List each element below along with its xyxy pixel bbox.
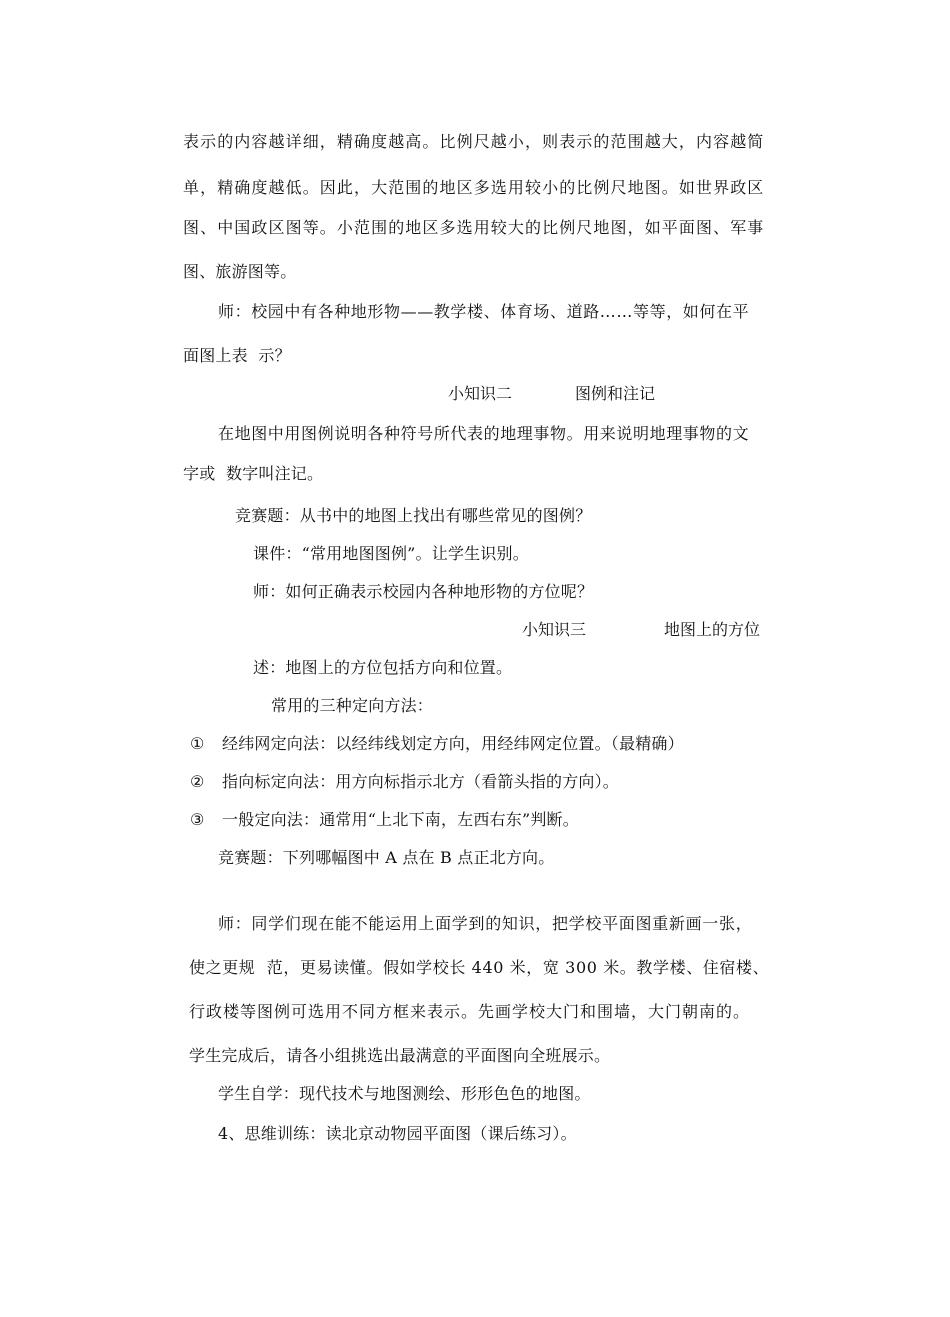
knowledge-3-label: 小知识三 <box>522 620 587 639</box>
thinking-exercise-line: 4、思维训练：读北京动物园平面图（课后练习）。 <box>218 1124 577 1143</box>
knowledge-3-title: 地图上的方位 <box>664 620 761 639</box>
paragraph-scale-line-3: 图、中国政区图等。小范围的地区多选用较大的比例尺地图，如平面图、军事 <box>183 218 765 237</box>
method-item-1 <box>190 734 684 754</box>
method-number: ② <box>190 772 205 791</box>
legend-paragraph-line-1: 在地图中用图例说明各种符号所代表的地理事物。用来说明地理事物的文 <box>218 424 750 443</box>
school-map-paragraph-line-2: 使之更规 范，更易读懂。假如学校长 440 米，宽 300 米。教学楼、住宿楼、 <box>189 958 770 977</box>
method-item-2 <box>190 772 619 792</box>
method-text: 一般定向法：通常用“上北下南，左西右东”判断。 <box>222 810 579 829</box>
school-map-paragraph-line-3: 行政楼等图例可选用不同方框来表示。先画学校大门和围墙，大门朝南的。 <box>189 1002 751 1021</box>
method-text: 经纬网定向法：以经纬线划定方向，用经纬网定位置。（最精确） <box>222 734 684 753</box>
knowledge-2-title: 图例和注记 <box>575 384 656 403</box>
paragraph-scale-line-4: 图、旅游图等。 <box>183 262 297 281</box>
teacher-question-line-1: 师：校园中有各种地形物——教学楼、体育场、道路……等等，如何在平 <box>218 302 750 321</box>
school-map-paragraph-line-4: 学生完成后，请各小组挑选出最满意的平面图向全班展示。 <box>189 1046 611 1065</box>
paragraph-scale-line-1: 表示的内容越详细，精确度越高。比例尺越小，则表示的范围越大，内容越简 <box>183 132 765 151</box>
legend-paragraph-line-2: 字或 数字叫注记。 <box>183 464 324 483</box>
teacher-question-line-2: 面图上表 示？ <box>183 346 291 365</box>
method-text: 指向标定向法：用方向标指示北方（看箭头指的方向）。 <box>222 772 620 791</box>
teacher-direction-question: 师：如何正确表示校园内各种地形物的方位呢？ <box>253 582 594 601</box>
method-number: ③ <box>190 810 205 829</box>
method-item-3 <box>190 810 579 830</box>
self-study-line: 学生自学：现代技术与地图测绘、形形色色的地图。 <box>218 1084 591 1103</box>
knowledge-2-label: 小知识二 <box>448 384 513 403</box>
contest-question-1: 竞赛题：从书中的地图上找出有哪些常见的图例？ <box>235 506 592 525</box>
courseware-line: 课件：“常用地图图例”。让学生识别。 <box>253 544 529 563</box>
methods-intro: 常用的三种定向方法： <box>271 696 434 715</box>
paragraph-scale-line-2: 单，精确度越低。因此，大范围的地区多选用较小的比例尺地图。如世界政区 <box>183 178 765 197</box>
contest-question-2: 竞赛题：下列哪幅图中 A 点在 B 点正北方向。 <box>218 848 555 867</box>
school-map-paragraph-line-1: 师：同学们现在能不能运用上面学到的知识，把学校平面图重新画一张， <box>218 914 753 933</box>
method-number: ① <box>190 734 205 753</box>
narration-line: 述：地图上的方位包括方向和位置。 <box>253 658 513 677</box>
